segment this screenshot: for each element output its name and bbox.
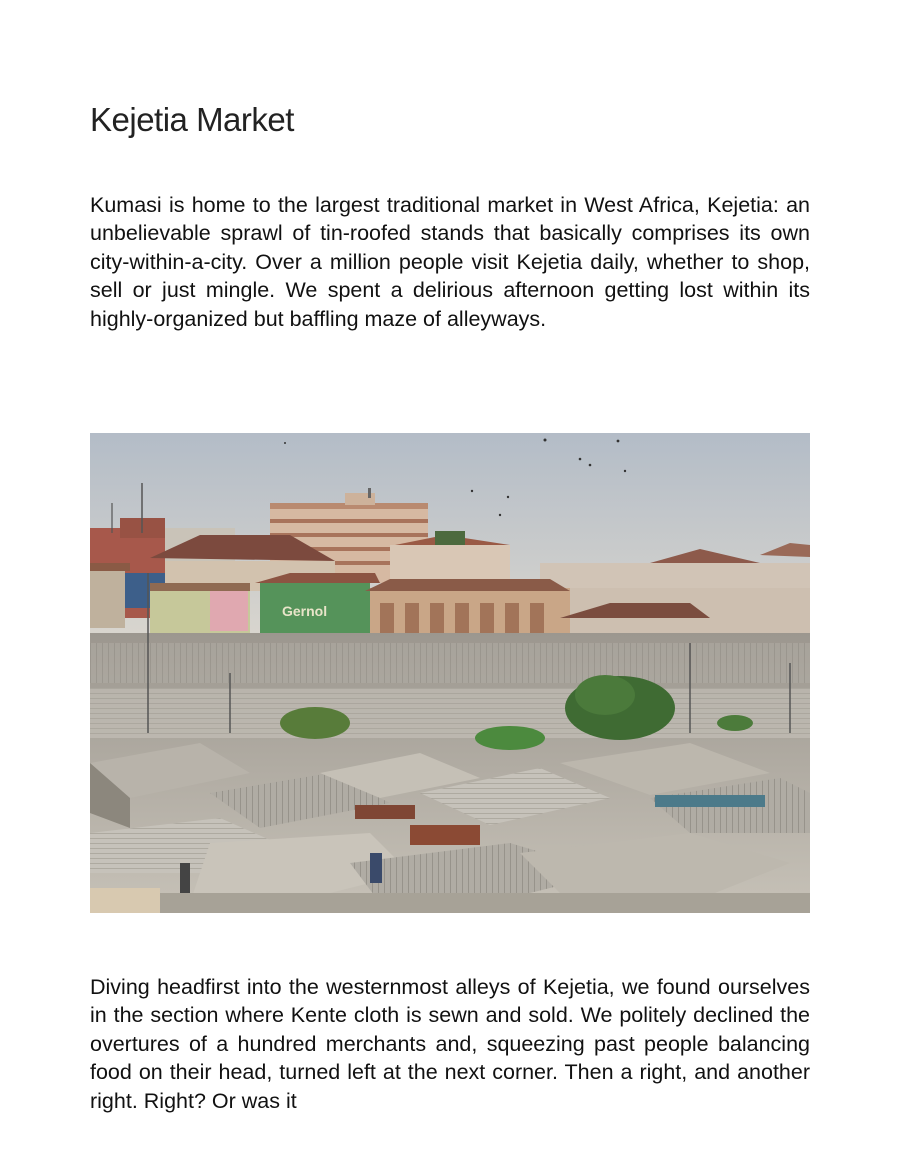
gernol-building bbox=[255, 573, 380, 635]
page-title: Kejetia Market bbox=[90, 101, 294, 138]
document-page bbox=[90, 0, 810, 1151]
market-photo bbox=[90, 433, 810, 913]
intro-paragraph: Kumasi is home to the largest traditional market in West Africa, Kejetia: an unbelievable sprawl of tin-roofed stands that basically comprises its own city-within-a-city. Over a million people visit Kejetia daily, whether to shop, sell or just mingle. We spent a delirious afternoon getting lost within its highly-organized but baffling maze of alleyways. bbox=[90, 193, 810, 331]
sign-text: Gernol bbox=[282, 603, 328, 619]
body-paragraph: Diving headfirst into the westernmost alleys of Kejetia, we found ourselves in the section where Kente cloth is sewn and sold. We politely declined the overtures of a hundred merchants and, squeezing past people balancing food on their head, turned left at the next corner. Then a right, and another right. Right? Or was it bbox=[90, 975, 810, 1113]
